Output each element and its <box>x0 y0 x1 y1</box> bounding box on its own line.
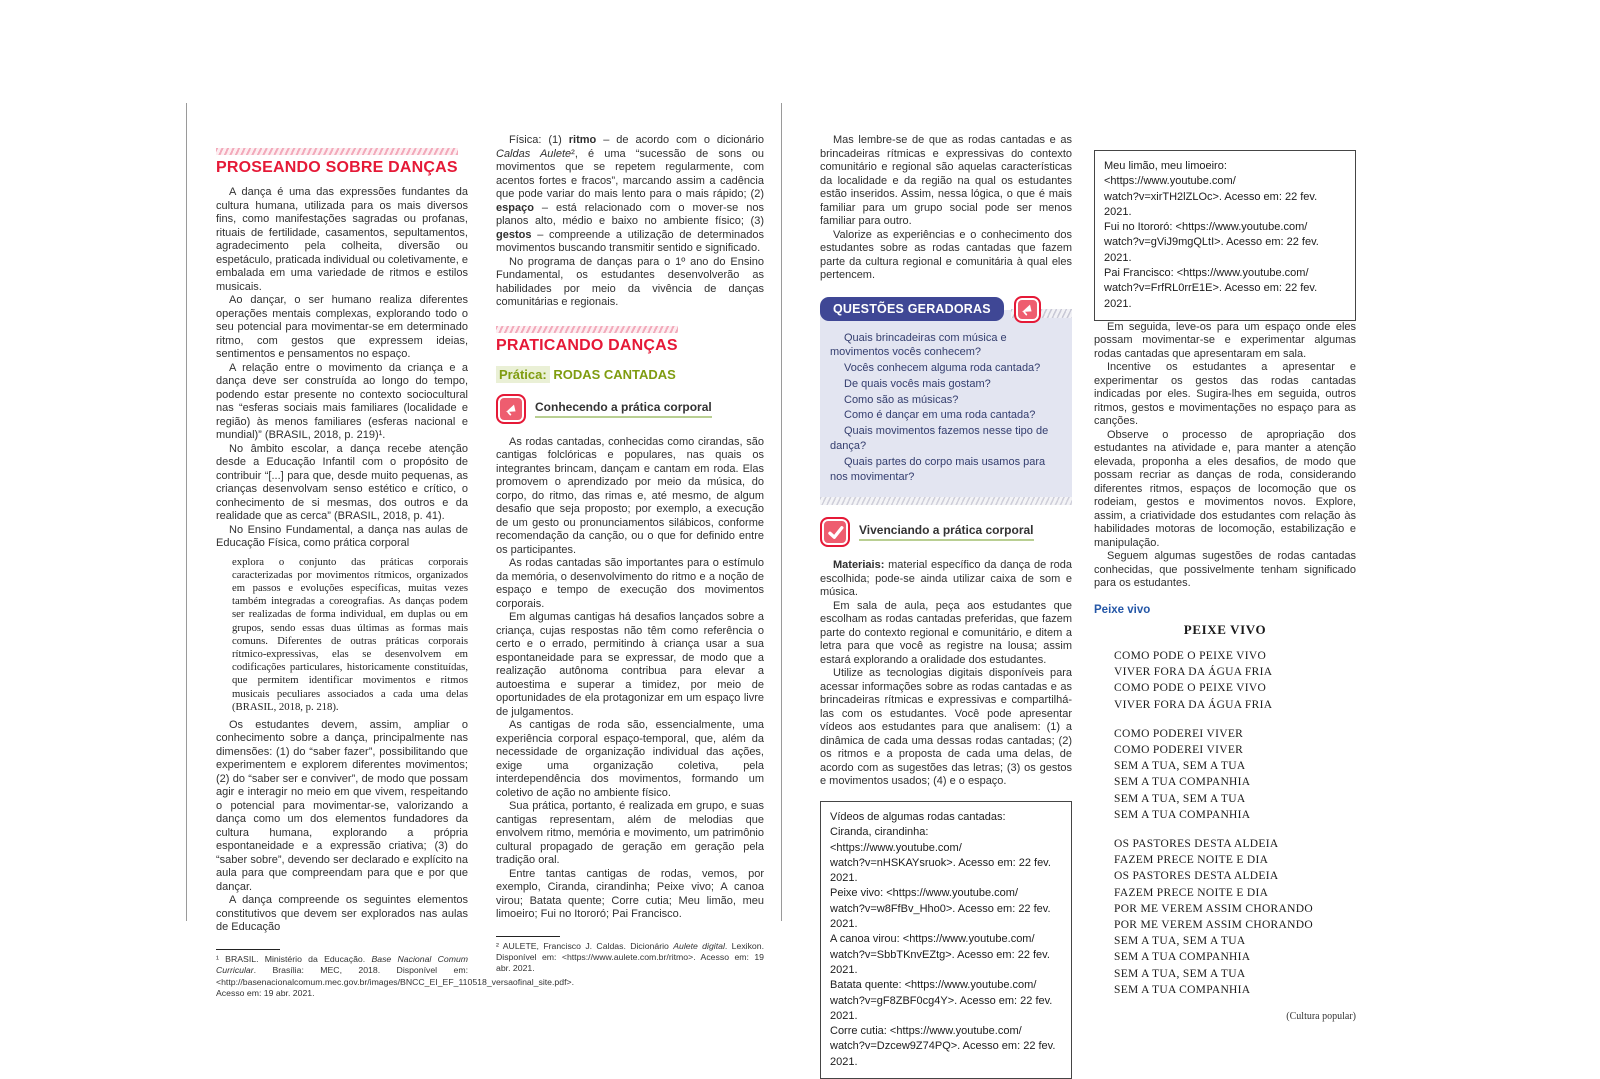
video-link-line: watch?v=SbbTKnvEZtg>. Acesso em: 22 fev. 2021. <box>830 948 1050 976</box>
paragraph: Observe o processo de apropriação dos estudantes na atividade e, para manter a atenção elevada, proponha a eles desafios, de modo que possam recriar as danças de roda, considerando diferentes ritmos, espaços de locomoção que os rodeiam, gestos e movimentos novos. Explore, assim, a criatividade dos estudantes com relação às habilidades motoras de locomoção, estabilização e manipulação. <box>1094 428 1356 549</box>
video-link-line: watch?v=FrfRL0rrE1E>. Acesso em: 22 fev. 2021. <box>1104 282 1318 310</box>
paragraph: Utilize as tecnologias digitais disponíveis para acessar informações sobre as rodas cantadas e as brincadeiras rítmicas e expressivas e compartilhá-las com os estudantes. Você pode apresentar vídeos aos estudantes para que analisem: (1) a dinâmica de cada uma dessas rodas cantadas; (2) os ritmos e a proposta de cada uma delas, de acordo com as sugestões das letras; (3) os gestos e movimentos usados; (4) e o espaço. <box>820 667 1072 788</box>
megaphone-icon <box>496 394 526 424</box>
paragraph: As cantigas de roda são, essencialmente, uma experiência corporal espaço-temporal, que, além da necessidade de organização individual das ações, exige uma organização coletiva, pela interdependência dos movimentos, formando um coletivo de ação no ambiente físico. <box>496 719 764 799</box>
lyric-line: SEM A TUA, SEM A TUA <box>1114 792 1246 805</box>
question-item: De quais vocês mais gostam? <box>844 377 991 390</box>
italic-term: Caldas Aulete <box>496 147 572 160</box>
text-run: material específico da dança de roda escolhida; pode-se ainda utilizar caixa de som e música. <box>820 559 1072 599</box>
section-heading <box>496 326 678 355</box>
video-link-line: A canoa virou: <https://www.youtube.com/ <box>830 933 1035 946</box>
paragraph: As rodas cantadas, conhecidas como cirandas, são cantigas folclóricas e populares, nas quais os integrantes brincam, dançam e cantam em roda. Elas promovem o aprendizado por meio da música, do corpo, do ritmo, das rimas e, até mesmo, de algum desafio que seja proposto; por exemplo, a execução de um gesto ou pronunciamentos silábicos, conforme recomendação da canção, ou o que for definido entre os participantes. <box>496 435 764 556</box>
video-link-line: Peixe vivo: <https://www.youtube.com/ <box>830 887 1019 900</box>
video-link-line: Pai Francisco: <https://www.youtube.com/ <box>1104 267 1309 280</box>
questions-box <box>820 310 1072 498</box>
video-link-line: watch?v=w8FfBv_Hho0>. Acesso em: 22 fev. 2021. <box>830 902 1051 931</box>
song-stanza <box>1114 648 1356 713</box>
subsection-heading-title: Conhecendo a prática corporal <box>535 400 712 418</box>
bold-term: Materiais: <box>833 559 885 572</box>
lyric-line: SEM A TUA COMPANHIA <box>1114 776 1251 789</box>
video-link-line: Batata quente: <https://www.youtube.com/ <box>830 979 1037 992</box>
hatch-decoration <box>216 148 458 155</box>
paragraph: Em sala de aula, peça aos estudantes que escolham as rodas cantadas preferidas, que fazem parte do contexto regional e comunitário, e ditem a letra para que você as registre na lousa; assim estará explorando a oralidade dos estudantes. <box>820 599 1072 666</box>
page-left-edge-rule <box>186 103 187 921</box>
video-link-line: Fui no Itororó: <https://www.youtube.com/ <box>1104 221 1308 234</box>
questions-box-wrap <box>820 310 1072 506</box>
bold-term: ritmo <box>568 134 597 146</box>
video-links-box <box>1094 150 1356 321</box>
text-run: – está relacionado com o mover-se nos planos alto, médio e baixo no ambiente físico; (3) <box>496 201 764 227</box>
text-run: ¹ BRASIL. Ministério da Educação. <box>216 953 372 964</box>
right-page-column-1 <box>820 134 1072 1079</box>
italic-term: Aulete digital <box>673 940 725 951</box>
megaphone-icon <box>1014 296 1041 323</box>
paragraph: A dança é uma das expressões fundantes da cultura humana, utilizada para os mais diversos fins, como manifestações sagradas ou profanas, rituais de fertilidade, casamentos, sepultamentos, agradecimento pela colheita, diversão ou espetáculo, praticada individual ou coletivamente, e embalada em uma variedade de ritmos e estilos musicais. <box>216 186 468 293</box>
video-link-line: watch?v=nHSKAYsruok>. Acesso em: 22 fev. 2021. <box>830 856 1051 885</box>
paragraph: Ao dançar, o ser humano realiza diferentes operações mentais complexas, explorando todo o seu potencial para movimentar-se em determinado ritmo, com gestos que expressem ideias, sentimentos e pensamentos no espaço. <box>216 294 468 360</box>
bold-term: gestos <box>496 228 532 241</box>
paragraph: No Ensino Fundamental, a dança nas aulas de Educação Física, como prática corporal <box>216 523 468 549</box>
text-run: . Brasília: MEC, 2018. Disponível em: <http://basenacionalcomum.mec.gov.br/images/BNCC_EI_EF_110518_versaofinal_site.pdf>. Acesso em: 19 abr. 2021. <box>216 965 574 998</box>
video-link-line: watch?v=gViJ9mgQLtI>. Acesso em: 22 fev. 2021. <box>1104 236 1319 264</box>
paragraph: Os estudantes devem, assim, ampliar o conhecimento sobre a dança, principalmente nas dimensões: (1) do “saber fazer”, possibilitando que experimentem e explorem diferentes movimentos; (2) do “saber ser e conviver”, de modo que possam agir e interagir no meio em que vivem, respeitando o potencial para movimentar-se, valorizando a dança como um dos elementos fundadores da cultura humana, explorando a própria espontaneidade e a expressão criativa; (3) do “saber sobre”, devendo ser declarado e explícito na aula para que compreendam para que e por que dançar. <box>216 718 468 893</box>
text-run: – compreende a utilização de determinados movimentos buscando transmitir sentido e significado. <box>496 228 764 254</box>
bold-term: espaço <box>496 201 534 214</box>
lyric-line: VIVER FORA DA ÁGUA FRIA <box>1114 698 1273 711</box>
lyric-line: POR ME VEREM ASSIM CHORANDO <box>1114 919 1313 932</box>
paragraph: No programa de danças para o 1º ano do Ensino Fundamental, os estudantes desenvolverão as habilidades por meio da vivência de danças comunitárias e regionais. <box>496 255 764 308</box>
lyric-line: POR ME VEREM ASSIM CHORANDO <box>1114 902 1313 915</box>
subsection-heading-title: Vivenciando a prática corporal <box>859 523 1034 541</box>
practice-heading: Prática: RODAS CANTADAS <box>496 367 764 382</box>
italic-term: Base Nacional Comum Curricular <box>216 953 469 976</box>
lyric-line: OS PASTORES DESTA ALDEIA <box>1114 870 1279 883</box>
question-item: Vocês conhecem alguma roda cantada? <box>844 362 1041 375</box>
question-item: Como é dançar em uma roda cantada? <box>844 409 1036 422</box>
text-run: . Lexikon. Disponível em: <https://www.aulete.com.br/ritmo>. Acesso em: 19 abr. 2021. <box>496 940 765 974</box>
question-item: Como são as músicas? <box>844 393 959 406</box>
lyric-line: FAZEM PRECE NOITE E DIA <box>1114 854 1269 867</box>
video-link-line: Ciranda, cirandinha: <https://www.youtube.com/ <box>830 826 962 854</box>
paragraph <box>820 559 1072 600</box>
paragraph: Em algumas cantigas há desafios lançados sobre a criança, cujas respostas não têm como referência o certo e o errado, permitindo à criança usar a sua espontaneidade para se expressar, de modo que a realização autônoma contribua para elevar a autoestima e superar a timidez, por meio de oportunidades de ela protagonizar em um espaço livre de julgamentos. <box>496 611 764 718</box>
section-heading <box>216 148 458 177</box>
footnote <box>216 949 574 999</box>
song-credit: (Cultura popular) <box>1286 1011 1356 1023</box>
hatch-decoration <box>496 326 678 333</box>
paragraph: Valorize as experiências e o conhecimento dos estudantes sobre as rodas cantadas que fazem parte da cultura regional e comunitária à qual eles pertencem. <box>820 228 1072 281</box>
lyric-line: COMO PODE O PEIXE VIVO <box>1114 682 1267 695</box>
paragraph <box>496 134 764 256</box>
text-run: Física: (1) <box>509 134 569 146</box>
paragraph: Em seguida, leve-os para um espaço onde eles possam movimentar-se e experimentar algumas rodas cantadas que apresentaram em sala. <box>1094 320 1356 360</box>
video-link-line: watch?v=xirTH2lZLOc>. Acesso em: 22 fev. 2021. <box>1104 190 1318 218</box>
lyric-line: SEM A TUA, SEM A TUA <box>1114 935 1246 948</box>
block-quote: explora o conjunto das práticas corporais caracterizadas por movimentos rítmicos, organizados em passos e evoluções específicas, muitas vezes também integradas a coreografias. As danças podem ser realizadas de forma individual, em duplas ou em grupos, sendo essas duas últimas as formas mais comuns. Diferentes de outras práticas corporais rítmico-expressivas, elas se desenvolvem em codificações particulares, historicamente constituídas, que permitem identificar movimentos e ritmos musicais peculiares associados a cada uma delas (BRASIL, 2018, p. 218). <box>232 555 468 713</box>
lyric-line: SEM A TUA, SEM A TUA <box>1114 760 1246 773</box>
lyric-line: COMO PODE O PEIXE VIVO <box>1114 649 1267 662</box>
text-run: – de acordo com o dicionário <box>596 134 764 146</box>
lyric-line: FAZEM PRECE NOITE E DIA <box>1114 886 1269 899</box>
paragraph: Entre tantas cantigas de rodas, vemos, por exemplo, Ciranda, cirandinha; Peixe vivo; A canoa virou; Batata quente; Corre cutia; Meu limão, meu limoeiro; Fui no Itororó; Pai Francisco. <box>496 867 764 920</box>
paragraph: A relação entre o movimento da criança e a dança deve ser construída ao longo do tempo, podendo estar presente no contexto sociocultural nas “esferas sociais mais familiares (localidade e região) às menos familiares (esferas nacional e mundial)” (BRASIL, 2018, p. 219)¹. <box>216 361 468 441</box>
video-links-box <box>820 801 1072 1079</box>
song-label: Peixe vivo <box>1094 603 1151 616</box>
paragraph: Sua prática, portanto, é realizada em grupo, e suas cantigas representam, além de melodias que envolvem ritmo, memória e movimento, um patrimônio cultural propagado de geração em geração pela tradição oral. <box>496 800 764 866</box>
hatch-decoration <box>820 497 1072 505</box>
lyric-line: SEM A TUA COMPANHIA <box>1114 808 1251 821</box>
subsection-heading <box>496 394 764 424</box>
lyric-line: SEM A TUA COMPANHIA <box>1114 951 1251 964</box>
paragraph: A dança compreende os seguintes elementos constitutivos que devem ser explorados nas aulas de Educação <box>216 894 468 934</box>
song-stanza <box>1114 836 1356 998</box>
lyric-line: SEM A TUA COMPANHIA <box>1114 983 1251 996</box>
video-link-line: Corre cutia: <https://www.youtube.com/ <box>830 1025 1022 1038</box>
text-run: ², é uma “sucessão de sons ou movimentos que se repetem regularmente, com acentos fortes e fracos”, marcando assim a cadência que pode variar do mais lento para o mais rápido; (2) <box>496 147 764 200</box>
paragraph: Mas lembre-se de que as rodas cantadas e as brincadeiras rítmicas e expressivas do contexto comunitário e regional são aquelas características da localidade e da região na qual os estudantes estão inseridos. Assim, nessa lógica, o que é mais familiar para um grupo social pode ser menos familiar para outro. <box>820 134 1072 227</box>
lyric-line: COMO PODEREI VIVER <box>1114 743 1244 756</box>
checkmark-icon <box>820 517 850 547</box>
question-item: Quais partes do corpo mais usamos para nos movimentar? <box>830 455 1046 483</box>
song-stanza <box>1114 726 1356 823</box>
video-link-line: watch?v=gF8ZBF0cg4Y>. Acesso em: 22 fev. 2021. <box>830 994 1053 1022</box>
right-page-column-2 <box>1094 142 1356 1022</box>
page-center-divider-rule <box>781 103 782 921</box>
paragraph: Incentive os estudantes a apresentar e experimentar os gestos das rodas cantadas indicadas por eles. Sugira-lhes em seguida, outros ritmos, gestos e movimentações no espaço para as canções. <box>1094 361 1356 428</box>
generator-questions-banner <box>820 296 1072 323</box>
left-page-column-2 <box>496 134 764 974</box>
lyric-line: VIVER FORA DA ÁGUA FRIA <box>1114 666 1273 679</box>
song-title: PEIXE VIVO <box>1183 621 1267 637</box>
practice-label: Prática: <box>496 366 550 383</box>
paragraph: Seguem algumas sugestões de rodas cantadas conhecidas, que possivelmente tenham significado para os estudantes. <box>1094 550 1356 590</box>
video-link-line: Meu limão, meu limoeiro: <https://www.youtube.com/ <box>1104 160 1236 188</box>
section-heading-title: PRATICANDO DANÇAS <box>496 336 678 354</box>
question-item: Quais brincadeiras com música e movimentos vocês conhecem? <box>830 331 1007 359</box>
footnote <box>496 936 764 975</box>
lyric-line: SEM A TUA, SEM A TUA <box>1114 967 1246 980</box>
paragraph: As rodas cantadas são importantes para o estímulo da memória, o desenvolvimento do ritmo e a noção de espaço e tempo de execução dos movimentos corporais. <box>496 557 764 610</box>
banner-title: QUESTÕES GERADORAS <box>820 297 1004 321</box>
lyric-line: COMO PODEREI VIVER <box>1114 727 1244 740</box>
text-run: ² AULETE, Francisco J. Caldas. Dicionário <box>496 940 674 951</box>
subsection-heading <box>820 517 1072 547</box>
section-heading-title: PROSEANDO SOBRE DANÇAS <box>216 159 458 176</box>
paragraph: No âmbito escolar, a dança recebe atenção desde a Educação Infantil com o propósito de contribuir “[...] para que, desde muito pequenas, as crianças desenvolvam senso estético e crítico, o conhecimento de si mesmas, dos outros e da realidade que as cerca” (BRASIL, 2018, p. 41). <box>216 442 468 522</box>
video-link-line: Vídeos de algumas rodas cantadas: <box>830 810 1006 823</box>
lyric-line: OS PASTORES DESTA ALDEIA <box>1114 838 1279 850</box>
video-link-line: watch?v=Dzcew9Z74PQ>. Acesso em: 22 fev. 2021. <box>830 1040 1056 1068</box>
question-item: Quais movimentos fazemos nesse tipo de dança? <box>830 425 1049 453</box>
